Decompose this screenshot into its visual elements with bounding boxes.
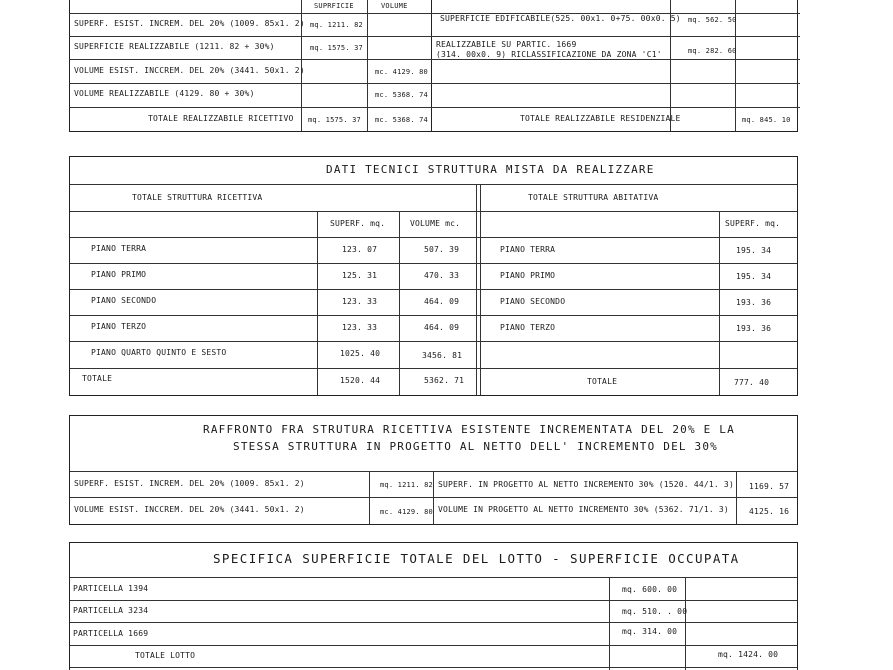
- floor-label: PIANO SECONDO: [91, 296, 157, 305]
- floor-volume: 470. 33: [424, 271, 460, 280]
- particella-value: mq. 510. . 00: [622, 607, 688, 616]
- comparison-left-label: SUPERF. ESIST. INCREM. DEL 20% (1009. 85x1. 2): [74, 479, 305, 488]
- lotto-total-label: TOTALE LOTTO: [135, 651, 196, 660]
- ricettiva-total-volume: 5362. 71: [424, 376, 465, 385]
- partic-1669-label-2: (314. 00x0. 9) RICLASSIFICAZIONE DA ZONA 'C1': [436, 50, 662, 59]
- abitativa-floor-label: PIANO TERZO: [500, 323, 556, 332]
- particella-value: mq. 600. 00: [622, 585, 678, 594]
- particella-value: mq. 314. 00: [622, 627, 678, 636]
- floor-surface: 123. 33: [342, 323, 378, 332]
- abitativa-floor-surface: 193. 36: [736, 324, 772, 333]
- superf-column-header: SUPERF. mq.: [330, 219, 386, 228]
- comparison-title-line-1: RAFFRONTO FRA STRUTURA RICETTIVA ESISTENTE INCREMENTATA DEL 20% E LA: [203, 423, 735, 436]
- abitativa-floor-surface: 195. 34: [736, 246, 772, 255]
- floor-surface: 125. 31: [342, 271, 378, 280]
- ricettiva-total-surface: 1520. 44: [340, 376, 381, 385]
- row-label: SUPERF. ESIST. INCREM. DEL 20% (1009. 85x1. 2): [74, 19, 305, 28]
- floor-label: PIANO QUARTO QUINTO E SESTO: [91, 348, 227, 357]
- abitativa-total-surface: 777. 40: [734, 378, 770, 387]
- comparison-left-value: mc. 4129. 80: [380, 508, 433, 516]
- row-label: SUPERFICIE REALIZZABILE (1211. 82 + 30%): [74, 42, 275, 51]
- volume-column-header: VOLUME mc.: [410, 219, 461, 228]
- floor-label: PIANO TERZO: [91, 322, 147, 331]
- abitativa-header: TOTALE STRUTTURA ABITATIVA: [528, 193, 659, 202]
- floor-volume: 464. 09: [424, 323, 460, 332]
- particella-label: PARTICELLA 3234: [73, 606, 149, 615]
- floor-surface: 1025. 40: [340, 349, 381, 358]
- ricettiva-total-label: TOTALE: [82, 374, 113, 383]
- total-ricettivo-surface: mq. 1575. 37: [308, 116, 361, 124]
- particella-label: PARTICELLA 1394: [73, 584, 149, 593]
- row-volume: mc. 4129. 80: [375, 68, 428, 76]
- ricettiva-header: TOTALE STRUTTURA RICETTIVA: [132, 193, 263, 202]
- partic-1669-label: REALIZZABILE SU PARTIC. 1669: [436, 40, 577, 49]
- abitativa-floor-surface: 193. 36: [736, 298, 772, 307]
- comparison-right-value: 4125. 16: [749, 507, 790, 516]
- row-label: VOLUME ESIST. INCCREM. DEL 20% (3441. 50x1. 2): [74, 66, 305, 75]
- floor-volume: 464. 09: [424, 297, 460, 306]
- edificabile-label: SUPERFICIE EDIFICABILE(525. 00x1. 0+75. 00x0. 5): [440, 14, 681, 23]
- comparison-left-value: mq. 1211. 82: [380, 481, 433, 489]
- floor-volume: 507. 39: [424, 245, 460, 254]
- comparison-right-label: VOLUME IN PROGETTO AL NETTO INCREMENTO 30% (5362. 71/1. 3): [438, 505, 729, 514]
- tech-title: DATI TECNICI STRUTTURA MISTA DA REALIZZARE: [326, 163, 655, 176]
- total-residenziale-label: TOTALE REALIZZABILE RESIDENZIALE: [520, 114, 681, 123]
- partic-1669-value: mq. 282. 60: [688, 47, 737, 55]
- floor-surface: 123. 33: [342, 297, 378, 306]
- floor-label: PIANO PRIMO: [91, 270, 147, 279]
- floor-volume: 3456. 81: [422, 351, 463, 360]
- total-ricettivo-label: TOTALE REALIZZABILE RICETTIVO: [148, 114, 294, 123]
- row-surface: mq. 1211. 82: [310, 21, 363, 29]
- superf-ab-column-header: SUPERF. mq.: [725, 219, 781, 228]
- abitativa-floor-label: PIANO TERRA: [500, 245, 556, 254]
- abitativa-floor-surface: 195. 34: [736, 272, 772, 281]
- row-label: VOLUME REALIZZABILE (4129. 80 + 30%): [74, 89, 255, 98]
- row-surface: mq. 1575. 37: [310, 44, 363, 52]
- floor-label: PIANO TERRA: [91, 244, 147, 253]
- volume-column-header: VOLUME: [381, 2, 408, 10]
- total-residenziale-value: mq. 845. 10: [742, 116, 791, 124]
- particella-label: PARTICELLA 1669: [73, 629, 149, 638]
- lotto-title: SPECIFICA SUPERFICIE TOTALE DEL LOTTO - SUPERFICIE OCCUPATA: [213, 551, 740, 566]
- abitativa-floor-label: PIANO SECONDO: [500, 297, 566, 306]
- lotto-total-value: mq. 1424. 00: [718, 650, 779, 659]
- abitativa-total-label: TOTALE: [587, 377, 618, 386]
- row-volume: mc. 5368. 74: [375, 91, 428, 99]
- total-ricettivo-volume: mc. 5368. 74: [375, 116, 428, 124]
- surface-column-header: SUPRFICIE: [314, 2, 354, 10]
- comparison-right-label: SUPERF. IN PROGETTO AL NETTO INCREMENTO 30% (1520. 44/1. 3): [438, 480, 734, 489]
- abitativa-floor-label: PIANO PRIMO: [500, 271, 556, 280]
- comparison-title-line-2: STESSA STRUTTURA IN PROGETTO AL NETTO DELL' INCREMENTO DEL 30%: [233, 440, 718, 453]
- floor-surface: 123. 07: [342, 245, 378, 254]
- comparison-left-label: VOLUME ESIST. INCCREM. DEL 20% (3441. 50x1. 2): [74, 505, 305, 514]
- edificabile-value: mq. 562. 50: [688, 16, 737, 24]
- comparison-right-value: 1169. 57: [749, 482, 790, 491]
